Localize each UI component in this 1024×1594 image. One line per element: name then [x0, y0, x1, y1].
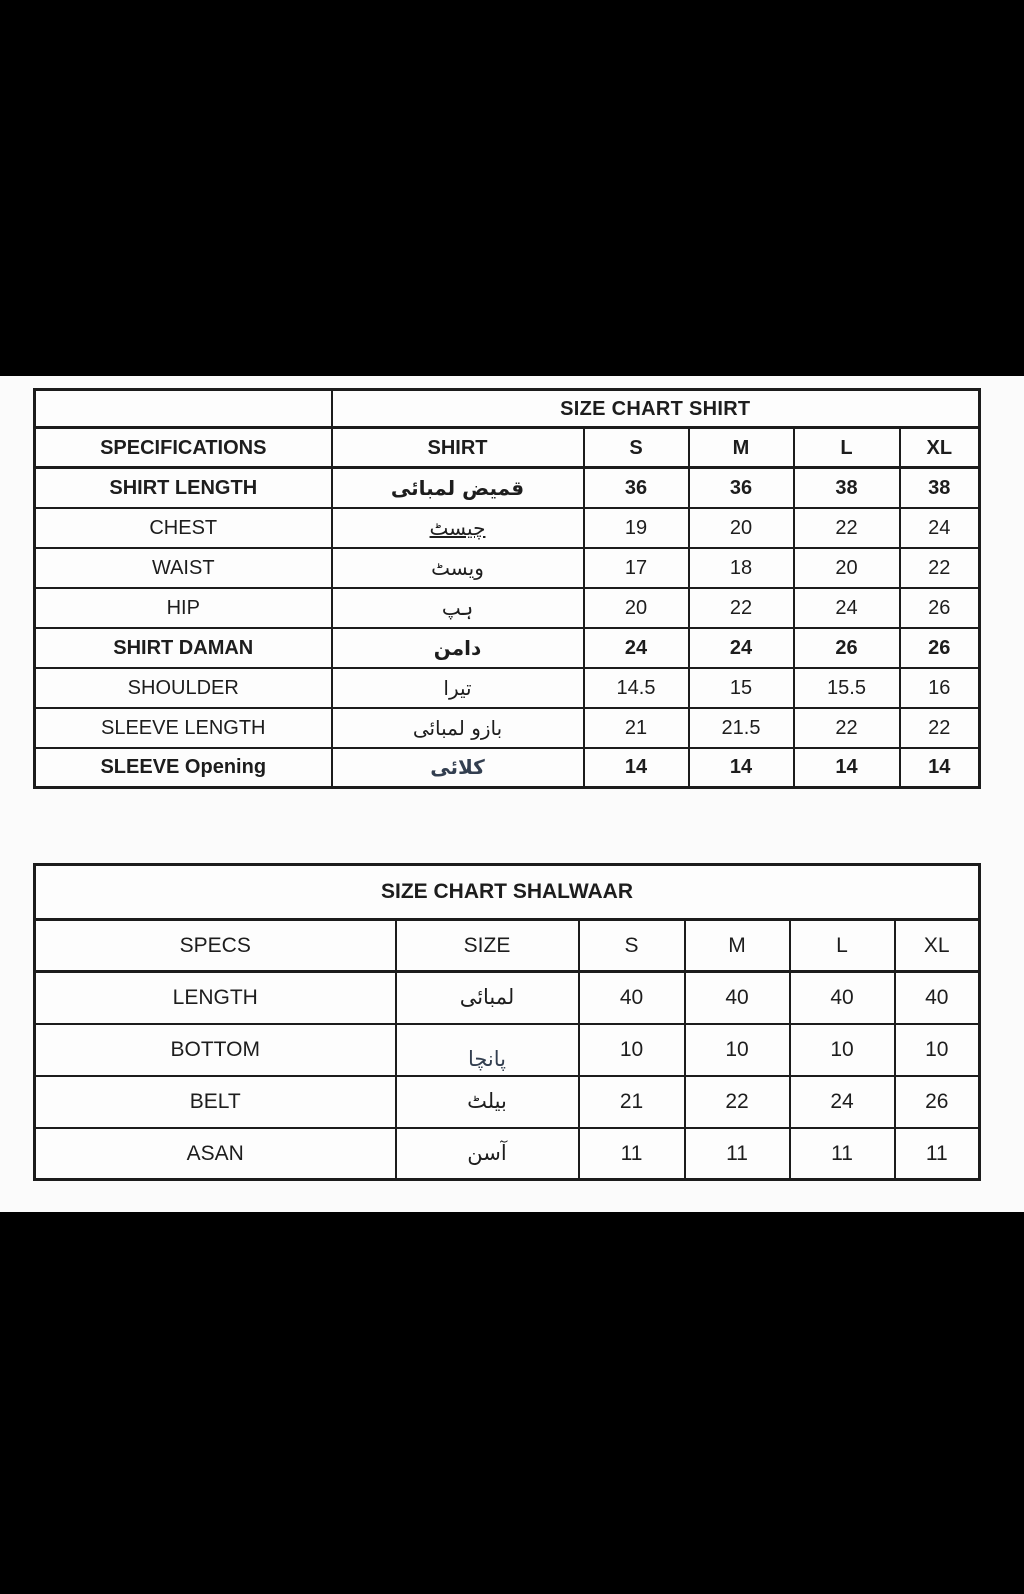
- size-value: 24: [900, 508, 980, 548]
- spec-label-urdu: لمبائی: [396, 972, 579, 1024]
- size-value: 11: [790, 1128, 895, 1180]
- column-header: L: [794, 428, 900, 468]
- table-row: [35, 1024, 980, 1076]
- table-row: [35, 628, 980, 668]
- table-row: [35, 428, 980, 468]
- top-letterbox-bar: [0, 0, 1024, 376]
- column-header: S: [579, 920, 685, 972]
- size-value: 14: [900, 748, 980, 788]
- size-value: 24: [790, 1076, 895, 1128]
- column-header: SPECS: [35, 920, 396, 972]
- shirt-table-title: SIZE CHART SHIRT: [332, 390, 980, 428]
- size-value: 24: [689, 628, 794, 668]
- spec-label-urdu: ویسٹ: [332, 548, 584, 588]
- content-area: [0, 376, 1024, 1212]
- spec-label: LENGTH: [35, 972, 396, 1024]
- spec-label: SHOULDER: [35, 668, 332, 708]
- spec-label-urdu: کلائی: [332, 748, 584, 788]
- size-value: 20: [794, 548, 900, 588]
- size-value: 21.5: [689, 708, 794, 748]
- column-header: SPECIFICATIONS: [35, 428, 332, 468]
- column-header: SIZE: [396, 920, 579, 972]
- spec-label-urdu: قمیض لمبائی: [332, 468, 584, 508]
- size-value: 22: [900, 548, 980, 588]
- size-value: 24: [584, 628, 689, 668]
- size-value: 26: [895, 1076, 980, 1128]
- column-header: SHIRT: [332, 428, 584, 468]
- size-value: 16: [900, 668, 980, 708]
- size-value: 17: [584, 548, 689, 588]
- spec-label-urdu: ہپ: [332, 588, 584, 628]
- size-value: 26: [794, 628, 900, 668]
- size-value: 22: [794, 708, 900, 748]
- table-row: [35, 468, 980, 508]
- size-value: 38: [794, 468, 900, 508]
- spec-label: SLEEVE LENGTH: [35, 708, 332, 748]
- spec-label-urdu: پانچا: [396, 1024, 579, 1076]
- spec-label: SHIRT DAMAN: [35, 628, 332, 668]
- size-value: 22: [900, 708, 980, 748]
- shirt-size-table: [33, 388, 981, 789]
- spec-label-urdu: دامن: [332, 628, 584, 668]
- spec-label-urdu: بیلٹ: [396, 1076, 579, 1128]
- spec-label-urdu: تیرا: [332, 668, 584, 708]
- size-value: 10: [895, 1024, 980, 1076]
- table-row: [35, 508, 980, 548]
- size-value: 22: [689, 588, 794, 628]
- corner-empty-cell: [35, 390, 332, 428]
- table-row: [35, 390, 980, 428]
- table-row: [35, 972, 980, 1024]
- spec-label: CHEST: [35, 508, 332, 548]
- spec-label-urdu: بازو لمبائی: [332, 708, 584, 748]
- size-value: 10: [790, 1024, 895, 1076]
- size-value: 14: [584, 748, 689, 788]
- size-value: 10: [685, 1024, 790, 1076]
- size-value: 40: [790, 972, 895, 1024]
- spec-label: SLEEVE Opening: [35, 748, 332, 788]
- table-row: [35, 548, 980, 588]
- column-header: L: [790, 920, 895, 972]
- spec-label: WAIST: [35, 548, 332, 588]
- column-header: M: [685, 920, 790, 972]
- size-value: 26: [900, 628, 980, 668]
- shalwaar-size-table: [33, 863, 981, 1181]
- size-value: 10: [579, 1024, 685, 1076]
- table-row: [35, 1076, 980, 1128]
- column-header: XL: [895, 920, 980, 972]
- size-value: 26: [900, 588, 980, 628]
- size-value: 21: [584, 708, 689, 748]
- column-header: M: [689, 428, 794, 468]
- size-value: 40: [685, 972, 790, 1024]
- table-row: [35, 1128, 980, 1180]
- size-value: 11: [685, 1128, 790, 1180]
- size-value: 11: [895, 1128, 980, 1180]
- size-value: 22: [685, 1076, 790, 1128]
- size-value: 36: [689, 468, 794, 508]
- size-value: 15: [689, 668, 794, 708]
- table-row: [35, 668, 980, 708]
- size-value: 38: [900, 468, 980, 508]
- size-value: 24: [794, 588, 900, 628]
- shalwaar-table-title: SIZE CHART SHALWAAR: [35, 865, 980, 920]
- size-value: 18: [689, 548, 794, 588]
- size-value: 15.5: [794, 668, 900, 708]
- spec-label: BELT: [35, 1076, 396, 1128]
- size-value: 22: [794, 508, 900, 548]
- table-row: [35, 748, 980, 788]
- size-value: 14.5: [584, 668, 689, 708]
- size-value: 36: [584, 468, 689, 508]
- bottom-letterbox-bar: [0, 1212, 1024, 1594]
- spec-label-urdu: چیسٹ: [332, 508, 584, 548]
- table-row: [35, 865, 980, 920]
- size-value: 14: [794, 748, 900, 788]
- size-value: 20: [689, 508, 794, 548]
- size-value: 40: [895, 972, 980, 1024]
- column-header: S: [584, 428, 689, 468]
- spec-label-urdu: آسن: [396, 1128, 579, 1180]
- table-row: [35, 920, 980, 972]
- size-value: 40: [579, 972, 685, 1024]
- spec-label: ASAN: [35, 1128, 396, 1180]
- size-value: 20: [584, 588, 689, 628]
- spec-label: SHIRT LENGTH: [35, 468, 332, 508]
- size-value: 14: [689, 748, 794, 788]
- size-value: 19: [584, 508, 689, 548]
- size-value: 21: [579, 1076, 685, 1128]
- size-value: 11: [579, 1128, 685, 1180]
- table-row: [35, 588, 980, 628]
- spec-label: BOTTOM: [35, 1024, 396, 1076]
- spec-label: HIP: [35, 588, 332, 628]
- table-row: [35, 708, 980, 748]
- column-header: XL: [900, 428, 980, 468]
